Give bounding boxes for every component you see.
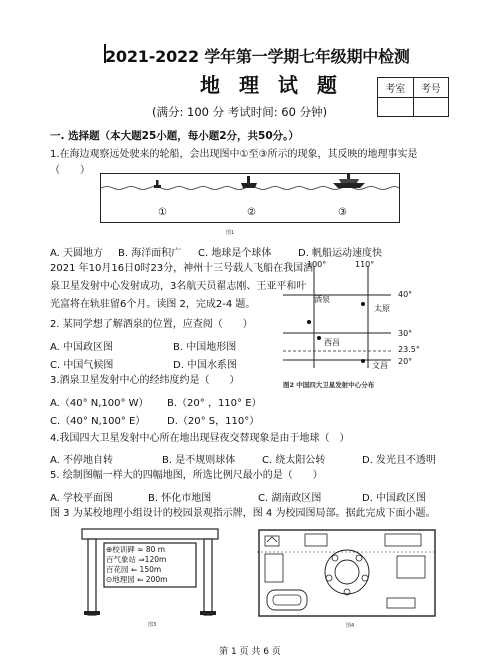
number-label: 考号 (413, 78, 449, 98)
figure-1-caption: 图1 (226, 230, 235, 236)
boat-3-icon (333, 174, 365, 188)
lat-label-30: 30° (398, 329, 413, 338)
boat-2-icon (241, 176, 257, 188)
q4-option-b: B. 是不规则球体 (162, 455, 236, 466)
lat-label-40: 40° (398, 290, 413, 299)
q3-option-a: A.（40° N,100° W） (50, 398, 149, 409)
q2-option-d: D. 中国水系图 (173, 360, 238, 371)
lat-label-23-5: 23.5° (398, 345, 420, 354)
lon-label-110: 110° (355, 260, 375, 269)
lon-label-100: 100° (307, 260, 327, 269)
passage-line-3: 光富将在轨驻留6个月。读图 2，完成2-4 题。 (50, 299, 256, 310)
passage-line-2: 泉卫星发射中心发射成功，3名航天员翟志刚、王亚平和叶 (50, 281, 307, 292)
place-wenchang: 文昌 (372, 361, 388, 370)
wenchang-point (361, 359, 365, 363)
figure-1-label-2: ② (247, 207, 256, 218)
room-label: 考室 (378, 78, 414, 98)
q3-stem: 3.酒泉卫星发射中心的经纬度约是（ ） (50, 375, 240, 386)
intro-questions-6-7: 图 3 为某校地理小组设计的校园景观指示牌，图 4 为校园图局部。据此完成下面小题。 (50, 508, 436, 519)
q1-option-b: B. 海洋面积广 (118, 248, 182, 259)
figure-3-caption: 图3 (148, 622, 157, 628)
q1-option-c: C. 地球是个球体 (198, 248, 272, 259)
q1-stem-line2: （ ） (50, 165, 90, 176)
q5-option-a: A. 学校平面图 (50, 493, 114, 504)
q5-option-d: D. 中国政区图 (362, 493, 427, 504)
section-title: 一. 选择题（本大题25小题，每小题2分，共50分。） (50, 130, 299, 142)
place-xichang: 西昌 (324, 338, 340, 347)
q5-stem: 5. 绘制图幅一样大的四幅地图，所选比例尺最小的是（ ） (50, 470, 323, 481)
taiyuan-point (361, 302, 365, 306)
q4-option-d: D. 发光且不透明 (362, 455, 437, 466)
sign-row-2: 百气象站 ⇒120m (106, 555, 167, 564)
xichang-point (317, 336, 321, 340)
figure-1-label-3: ③ (338, 207, 347, 218)
q2-option-b: B. 中国地形图 (173, 342, 237, 353)
subject-title: 地 理 试 题 (200, 73, 343, 97)
q2-option-c: C. 中国气候图 (50, 360, 114, 371)
room-blank (378, 97, 414, 117)
room-number-table (377, 77, 449, 117)
q1-stem-line1: 1.在海边观察远处驶来的轮船，会出现图中①至③所示的现象，其反映的地理事实是 (50, 149, 418, 160)
q4-option-a: A. 不停地自转 (50, 455, 114, 466)
figure-2-caption: 图2 中国四大卫星发射中心分布 (283, 381, 375, 389)
q5-option-c: C. 湖南政区图 (258, 493, 322, 504)
exam-title: 2021-2022 学年第一学期七年级期中检测 (105, 47, 410, 66)
q2-option-a: A. 中国政区图 (50, 342, 114, 353)
number-blank (413, 97, 449, 117)
figure-1-boats (100, 173, 400, 223)
passage-line-1: 2021 年10月16日0时23分，神州十三号载人飞船在我国酒 (50, 263, 314, 274)
lat-label-20: 20° (398, 357, 413, 366)
score-time-line: (满分: 100 分 考试时间: 60 分钟) (152, 105, 328, 119)
q3-option-b: B.（20° ，110° E） (167, 398, 262, 409)
place-taiyuan: 太原 (374, 304, 390, 313)
q1-option-a: A. 天圆地方 (50, 248, 104, 259)
sign-row-1: ⊕校训碑 ≈ 80 m (106, 545, 166, 554)
q3-option-c: C.（40° N,100° E） (50, 416, 146, 427)
q5-option-b: B. 怀化市地图 (148, 493, 212, 504)
q3-option-d: D.（20° S，110°） (167, 416, 260, 427)
place-jiuquan: 酒泉 (314, 295, 330, 304)
figure-1-label-1: ① (158, 207, 167, 218)
figure-4-caption: 图4 (346, 623, 355, 629)
q4-option-c: C. 绕太阳公转 (262, 455, 326, 466)
boat-1-icon (154, 180, 161, 188)
sign-row-3: 百花园 ⇐ 150m (106, 565, 162, 574)
figure-4-campus-map (257, 528, 437, 618)
q4-stem: 4.我国四大卫星发射中心所在地出现昼夜交替现象是由于地球（ ） (50, 433, 350, 444)
q1-option-d: D. 帆船运动速度快 (298, 248, 383, 259)
jiuquan-point (307, 320, 311, 324)
q2-stem: 2. 某同学想了解酒泉的位置，应查阅（ ） (50, 319, 253, 330)
sign-row-4: ⊙地理园 ⇐ 200m (106, 575, 168, 584)
page-footer: 第 1 页 共 6 页 (219, 647, 281, 657)
